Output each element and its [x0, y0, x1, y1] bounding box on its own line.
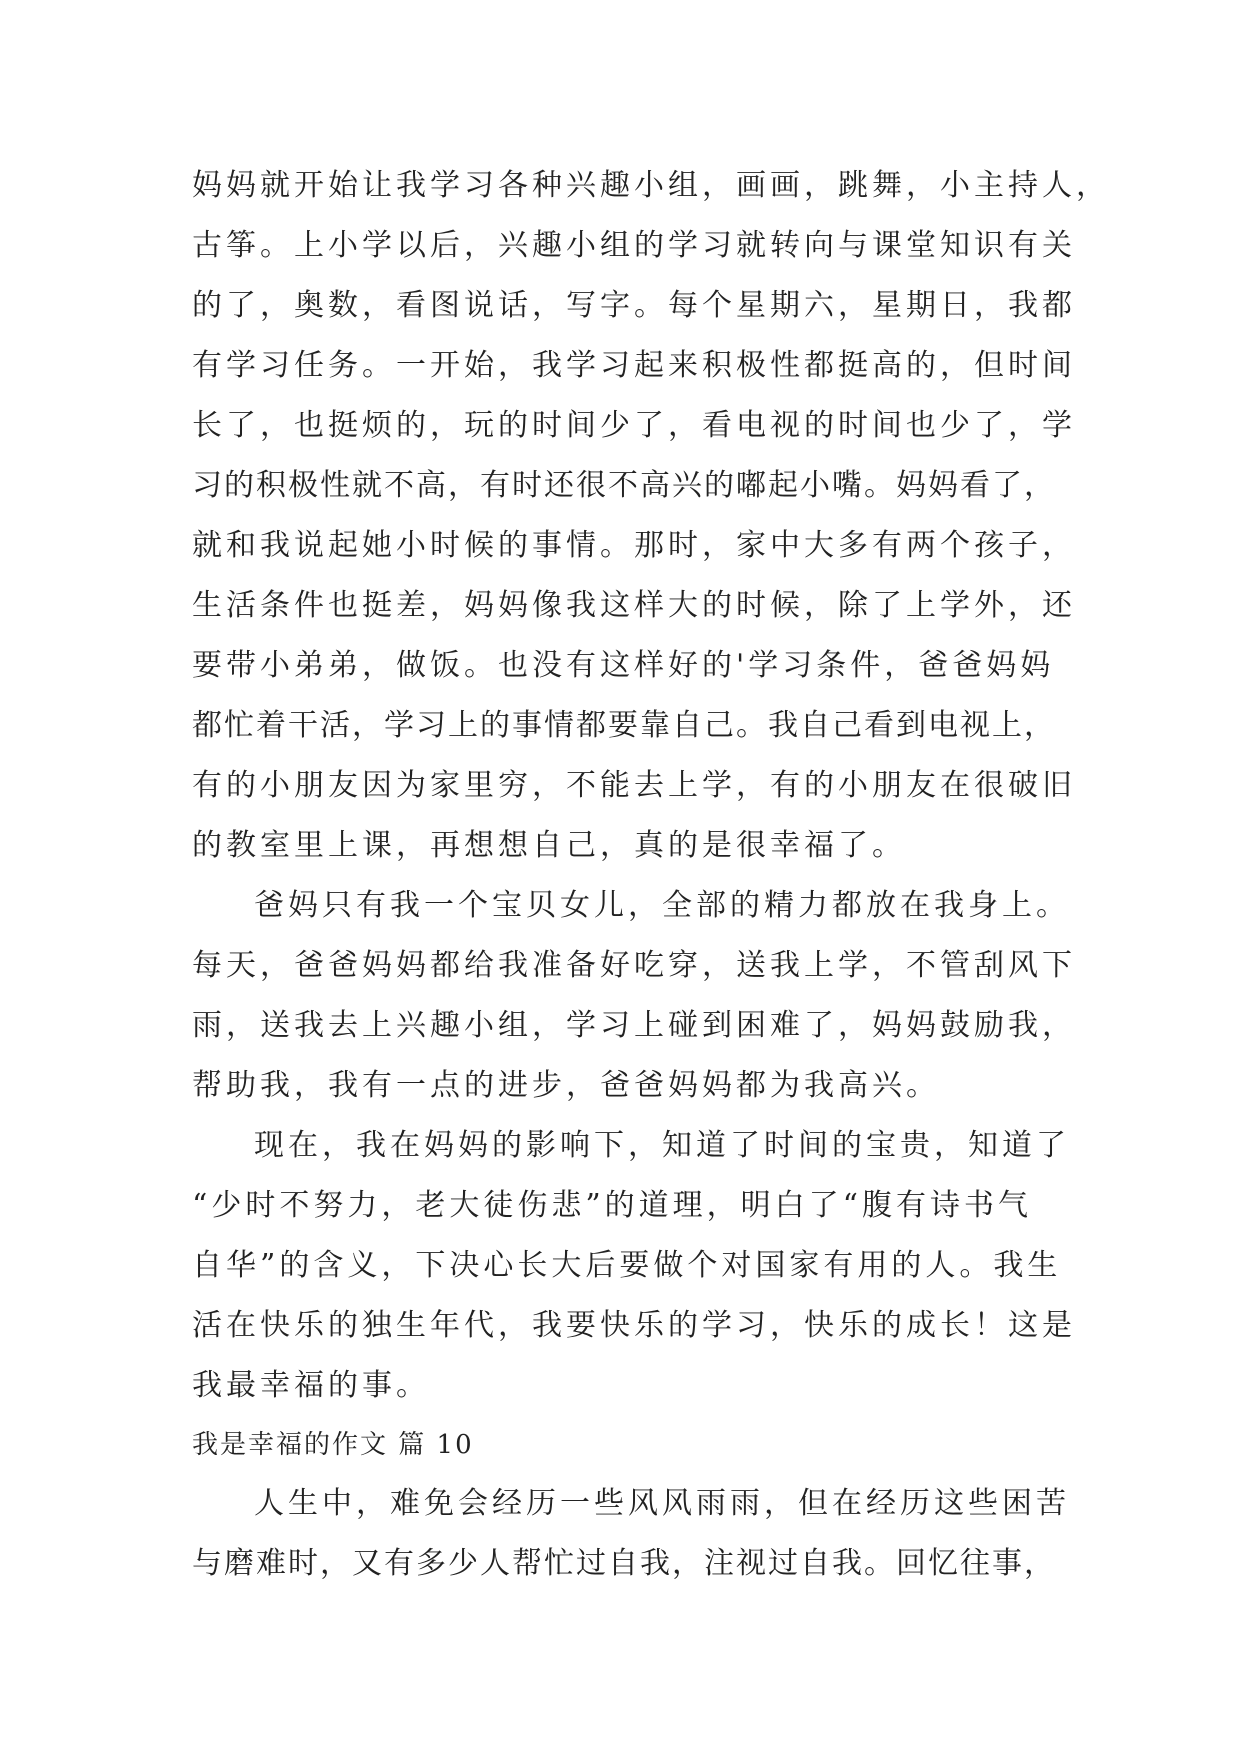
- body-text-line: 我最幸福的事。: [192, 1368, 430, 1403]
- body-text-line: 习的积极性就不高，有时还很不高兴的嘟起小嘴。妈妈看了，: [192, 468, 1056, 503]
- body-text-line: “少时不努力，老大徒伤悲”的道理，明白了“腹有诗书气: [192, 1188, 1033, 1223]
- body-text-line: 每天，爸爸妈妈都给我准备好吃穿，送我上学，不管刮风下: [192, 948, 1076, 983]
- body-text-line: 就和我说起她小时候的事情。那时，家中大多有两个孩子，: [192, 528, 1076, 563]
- body-text-line: 有的小朋友因为家里穷，不能去上学，有的小朋友在很破旧: [192, 768, 1076, 803]
- paragraph-first-line: 爸妈只有我一个宝贝女儿，全部的精力都放在我身上。: [254, 888, 1070, 923]
- body-text-line: 长了，也挺烦的，玩的时间少了，看电视的时间也少了，学: [192, 408, 1076, 443]
- body-text-line: 活在快乐的独生年代，我要快乐的学习，快乐的成长！这是: [192, 1308, 1076, 1343]
- body-text-line: 帮助我，我有一点的进步，爸爸妈妈都为我高兴。: [192, 1068, 940, 1103]
- body-text-line: 雨，送我去上兴趣小组，学习上碰到困难了，妈妈鼓励我，: [192, 1008, 1076, 1043]
- body-text-line: 生活条件也挺差，妈妈像我这样大的时候，除了上学外，还: [192, 588, 1076, 623]
- body-text-line: 自华”的含义，下决心长大后要做个对国家有用的人。我生: [192, 1248, 1062, 1283]
- body-text-line: 妈妈就开始让我学习各种兴趣小组，画画，跳舞，小主持人，: [192, 168, 1110, 203]
- paragraph-first-line: 现在，我在妈妈的影响下，知道了时间的宝贵，知道了: [254, 1128, 1070, 1163]
- body-text-line: 与磨难时，又有多少人帮忙过自我，注视过自我。回忆往事，: [192, 1546, 1056, 1581]
- section-heading: 我是幸福的作文 篇 10: [192, 1430, 474, 1460]
- body-text-line: 要带小弟弟，做饭。也没有这样好的'学习条件，爸爸妈妈: [192, 648, 1055, 683]
- body-text-line: 有学习任务。一开始，我学习起来积极性都挺高的，但时间: [192, 348, 1076, 383]
- body-text-line: 的教室里上课，再想想自己，真的是很幸福了。: [192, 828, 906, 863]
- paragraph-first-line: 人生中，难免会经历一些风风雨雨，但在经历这些困苦: [254, 1486, 1070, 1521]
- document-body: [192, 156, 1110, 1594]
- body-text-line: 都忙着干活，学习上的事情都要靠自己。我自己看到电视上，: [192, 708, 1056, 743]
- body-text-line: 古筝。上小学以后，兴趣小组的学习就转向与课堂知识有关: [192, 228, 1076, 263]
- body-text-line: 的了，奥数，看图说话，写字。每个星期六，星期日，我都: [192, 288, 1076, 323]
